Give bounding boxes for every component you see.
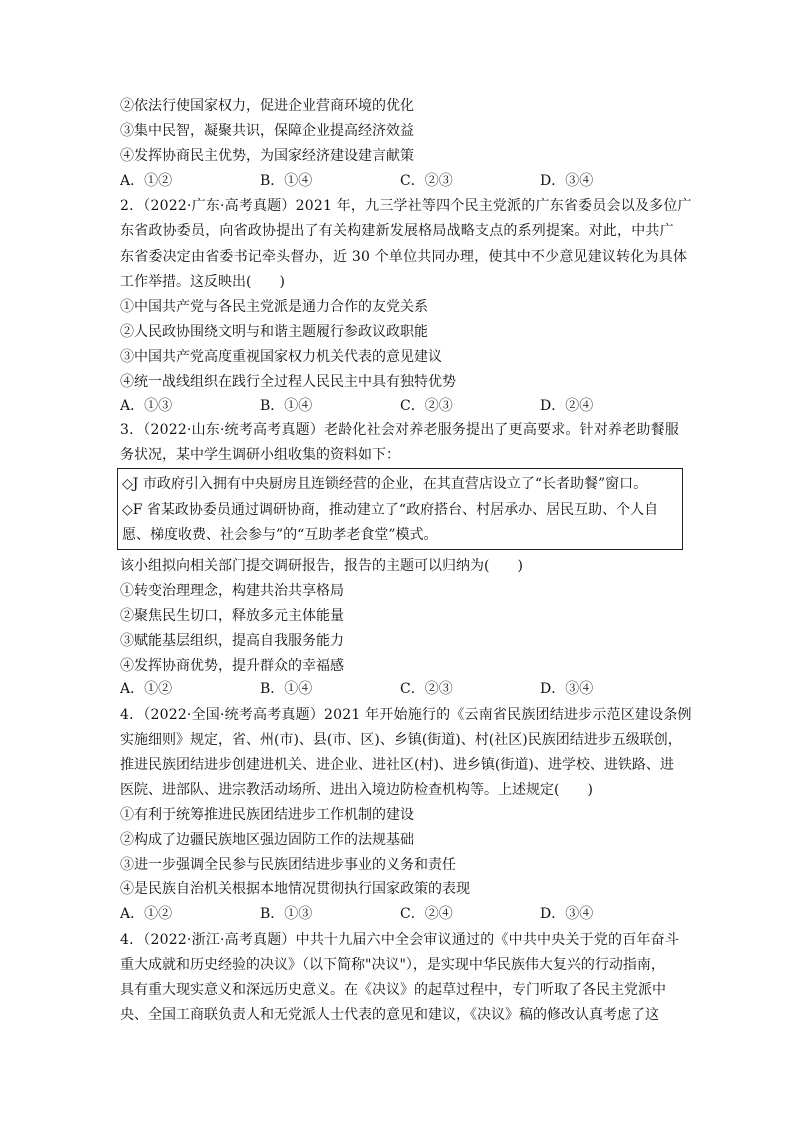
q3-material-line: 愿、梯度收费、社会参与”的“互助孝老食堂”模式。	[122, 527, 438, 543]
q4b-stem-line: 4．（2022·浙江·高考真题）中共十九届六中全会审议通过的《中共中央关于党的百年奋斗	[120, 932, 680, 948]
q2-stem-line: 2．（2022·广东·高考真题）2021 年，九三学社等四个民主党派的广东省委员会以及多位广	[120, 198, 692, 214]
option-b[interactable]: B．①④	[260, 173, 313, 189]
option-d[interactable]: D．②④	[540, 398, 594, 414]
q2-stem-line: 东省委决定由省委书记牵头督办，近 30 个单位共同办理，使其中不少意见建议转化为具体	[120, 249, 688, 265]
option-a[interactable]: A．①②	[120, 681, 173, 697]
option-b[interactable]: B．①④	[260, 398, 313, 414]
q3-item-2: ②聚焦民生切口，释放多元主体能量	[120, 608, 344, 624]
q4b-stem-line: 央、全国工商联负责人和无党派人士代表的意见和建议，《决议》稿的修改认真考虑了这	[120, 1007, 659, 1023]
q3-question: 该小组拟向相关部门提交调研报告，报告的主题可以归纳为( )	[120, 558, 523, 574]
option-b[interactable]: B．①③	[260, 906, 313, 922]
option-a[interactable]: A．①②	[120, 906, 173, 922]
q2-item-2: ②人民政协围绕文明与和谐主题履行参政议政职能	[120, 324, 428, 340]
q3-material-line: ◇F 省某政协委员通过调研协商，推动建立了“政府搭台、村居承办、居民互助、个人自	[122, 502, 659, 518]
q1-item-2: ②依法行使国家权力，促进企业营商环境的优化	[120, 98, 414, 114]
q4a-stem-line: 实施细则》规定，省、州(市)、县(市、区)、乡镇(街道)、村(社区)民族团结进步五级联创，	[120, 732, 682, 748]
q3-item-4: ④发挥协商优势，提升群众的幸福感	[120, 658, 344, 674]
q1-item-4: ④发挥协商民主优势，为国家经济建设建言献策	[120, 148, 414, 164]
q2-item-1: ①中国共产党与各民主党派是通力合作的友党关系	[120, 299, 428, 315]
q4a-item-4: ④是民族自治机关根据本地情况贯彻执行国家政策的表现	[120, 881, 470, 897]
option-c[interactable]: C．②④	[400, 906, 453, 922]
q2-item-3: ③中国共产党高度重视国家权力机关代表的意见建议	[120, 349, 442, 365]
q4a-stem-line: 4．（2022·全国·统考高考真题）2021 年开始施行的《云南省民族团结进步示范区建设条例	[120, 707, 692, 723]
option-c[interactable]: C．②③	[400, 681, 453, 697]
option-a[interactable]: A．①②	[120, 173, 173, 189]
q3-material-box	[117, 468, 683, 550]
option-b[interactable]: B．①④	[260, 681, 313, 697]
q3-stem-line: 3．（2022·山东·统考高考真题）老龄化社会对养老服务提出了更高要求。针对养老助餐服	[120, 422, 680, 438]
q2-stem-line: 工作举措。这反映出( )	[120, 274, 285, 290]
q2-item-4: ④统一战线组织在践行全过程人民民主中具有独特优势	[120, 374, 456, 390]
q4a-item-2: ②构成了边疆民族地区强边固防工作的法规基础	[120, 832, 414, 848]
q3-item-1: ①转变治理理念，构建共治共享格局	[120, 583, 344, 599]
q4b-stem-line: 具有重大现实意义和深远历史意义。在《决议》的起草过程中，专门听取了各民主党派中	[120, 982, 666, 998]
option-d[interactable]: D．③④	[540, 906, 594, 922]
q4b-stem-line: 重大成就和历史经验的决议》（以下简称"决议"），是实现中华民族伟大复兴的行动指南，	[120, 957, 665, 973]
option-a[interactable]: A．①③	[120, 398, 173, 414]
option-d[interactable]: D．③④	[540, 173, 594, 189]
q4a-stem-line: 医院、进部队、进宗教活动场所、进出入境边防检查机构等。上述规定( )	[120, 782, 593, 798]
q3-material-line: ◇J 市政府引入拥有中央厨房且连锁经营的企业，在其直营店设立了“长者助餐”窗口。	[122, 476, 648, 492]
q3-item-3: ③赋能基层组织，提高自我服务能力	[120, 633, 344, 649]
q4a-item-3: ③进一步强调全民参与民族团结进步事业的义务和责任	[120, 857, 456, 873]
option-c[interactable]: C．②③	[400, 398, 453, 414]
q3-stem-line: 务状况，某中学生调研小组收集的资料如下：	[120, 447, 400, 463]
option-c[interactable]: C．②③	[400, 173, 453, 189]
option-d[interactable]: D．③④	[540, 681, 594, 697]
q2-stem-line: 东省政协委员，向省政协提出了有关构建新发展格局战略支点的系列提案。对此，中共广	[120, 223, 674, 239]
q1-item-3: ③集中民智，凝聚共识，保障企业提高经济效益	[120, 123, 414, 139]
q4a-stem-line: 推进民族团结进步创建进机关、进企业、进社区(村)、进乡镇(街道)、进学校、进铁路、进	[120, 757, 674, 773]
q4a-item-1: ①有利于统筹推进民族团结进步工作机制的建设	[120, 807, 414, 823]
